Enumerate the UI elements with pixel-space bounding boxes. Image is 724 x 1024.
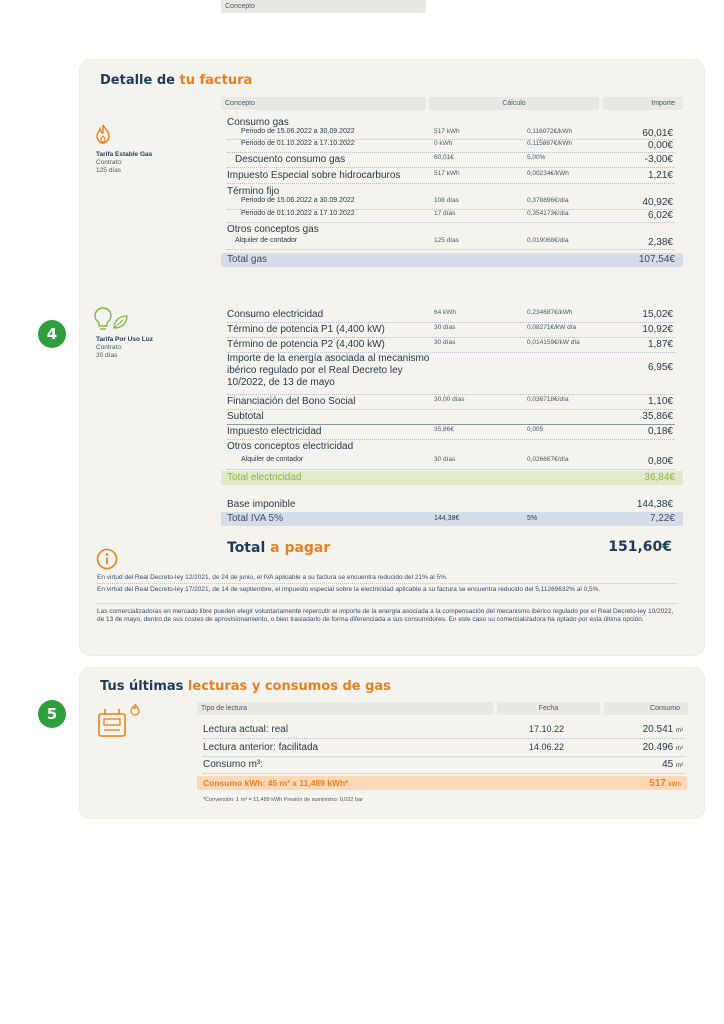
table-row: Impuesto Especial sobre hidrocarburos 517 kWh 0,00234€/kWh 1,21€ (227, 170, 675, 184)
iberico-label: Importe de la energía asociada al mecanismo ibérico regulado por el Real Decreto ley 10/2022, de 13 de mayo (227, 353, 430, 388)
subtotal-row: Subtotal 35,86€ (227, 411, 675, 425)
gas-meter-icon (96, 700, 146, 740)
section-title: Tus últimas lecturas y consumos de gas (100, 679, 391, 694)
table-row: Importe de la energía asociada al mecanismo ibérico regulado por el Real Decreto ley 10/2022, de 13 de mayo 6,95€ (227, 353, 675, 395)
termino-fijo-title: Término fijo (227, 186, 280, 197)
reading-row: Lectura actual: real 17.10.22 20.541 m³ (203, 724, 685, 739)
table-row: Término de potencia P1 (4,400 kW) 30 días 0,08271€/kW día 10,92€ (227, 324, 675, 338)
total-a-pagar-label: Total a pagar (227, 540, 331, 556)
header-importe: Importe (603, 97, 683, 110)
total-gas-row: Total gas 107,54€ (221, 253, 683, 267)
table-row: Término de potencia P2 (4,400 kW) 30 días 0,014159€/kW día 1,87€ (227, 339, 675, 353)
total-electricidad-row: Total electricidad 36,84€ (221, 471, 683, 485)
reading-row: Lectura anterior: facilitada 14.06.22 20.496 m³ (203, 742, 685, 757)
consumo-gas-title: Consumo gas (227, 117, 289, 128)
reading-row: Consumo m³: 45 m³ (203, 759, 685, 774)
footnote: *Conversión: 1 m³ = 11,489 kWh Presión de suministro: 0,022 bar (203, 797, 363, 803)
luz-tariff-info: Tarifa Por Uso Luz Contrato: 30 días (96, 336, 153, 359)
flame-icon (94, 124, 112, 144)
lightbulb-leaf-icon (94, 306, 130, 332)
table-row: Periodo de 15.06.2022 a 30.09.2022 108 días 0,378896€/día 40,92€ (227, 197, 675, 210)
table-row: Impuesto electricidad 35,86€ 0,005 0,18€ (227, 426, 675, 440)
table-row: Financiación del Bono Social 30,00 días 0,036718€/día 1,10€ (227, 396, 675, 410)
gas-tariff-info: Tarifa Estable Gas Contrato: 125 días (96, 151, 153, 174)
section-badge: 4 (38, 320, 66, 348)
total-a-pagar-amount: 151,60€ (608, 539, 672, 555)
info-icon (96, 548, 118, 570)
section-badge: 5 (38, 700, 66, 728)
consumo-kwh-row: Consumo kWh: 45 m³ x 11,489 kWh* 517 kWh (197, 776, 687, 790)
table-row: Periodo de 15.06.2022 a 30.09.2022 517 kWh 0,116072€/kWh 60,01€ (227, 128, 675, 140)
header-calculo: Cálculo (429, 97, 599, 110)
note: En virtud del Real Decreto-ley 12/2021, de 24 de junio, el IVA aplicable a su factura se encuentra reducido del 21% al 5%. (97, 574, 677, 584)
table-row: Alquiler de contador 125 días 0,019068€/día 2,38€ (227, 237, 675, 250)
header-concepto: Concepto (221, 0, 426, 13)
otros-luz-title: Otros conceptos electricidad (227, 441, 354, 452)
header-consumo: Consumo (604, 702, 688, 715)
header-concepto-bg: Concepto (221, 97, 426, 110)
table-row: Periodo de 01.10.2022 a 17.10.2022 0 kWh 0,115887€/kWh 0,00€ (227, 140, 675, 153)
header-fecha: Fecha (497, 702, 600, 715)
note: Las comercializadoras en mercado libre pueden elegir voluntariamente repercutir el importe de la energía asociada a la compensación del mecanismo ibérico regulado por el Real Decreto-ley 10/2022, de 13 de mayo, dentro de sus costes de aprovisionamiento, o bien trasladarlo de forma diferenciada a sus consumidores. En este caso su comercializadora ha optado por esta última opción. (97, 608, 674, 623)
table-row: Periodo de 01.10.2022 a 17.10.2022 17 días 0,354173€/día 6,02€ (227, 210, 675, 223)
header-tipo: Tipo de lectura (197, 702, 493, 715)
table-row: Descuento consumo gas 60,01€ 5,00% -3,00€ (227, 154, 675, 168)
note: En virtud del Real Decreto-ley 17/2021, de 14 de septiembre, el impuesto especial sobre la electricidad aplicable a su factura se encuentra reducido del 5,11269632% al 0,5%. (97, 586, 677, 604)
otros-gas-title: Otros conceptos gas (227, 224, 319, 235)
table-row: Consumo electricidad 64 kWh 0,234687€/kWh 15,02€ (227, 309, 675, 323)
base-imponible-row: Base imponible 144,38€ (227, 499, 673, 510)
total-iva-row: Total IVA 5% 144,38€ 5% 7,22€ (221, 512, 683, 526)
table-row: Alquiler de contador 30 días 0,026667€/día 0,80€ (227, 456, 675, 470)
section-title: Detalle de tu factura (100, 73, 253, 88)
